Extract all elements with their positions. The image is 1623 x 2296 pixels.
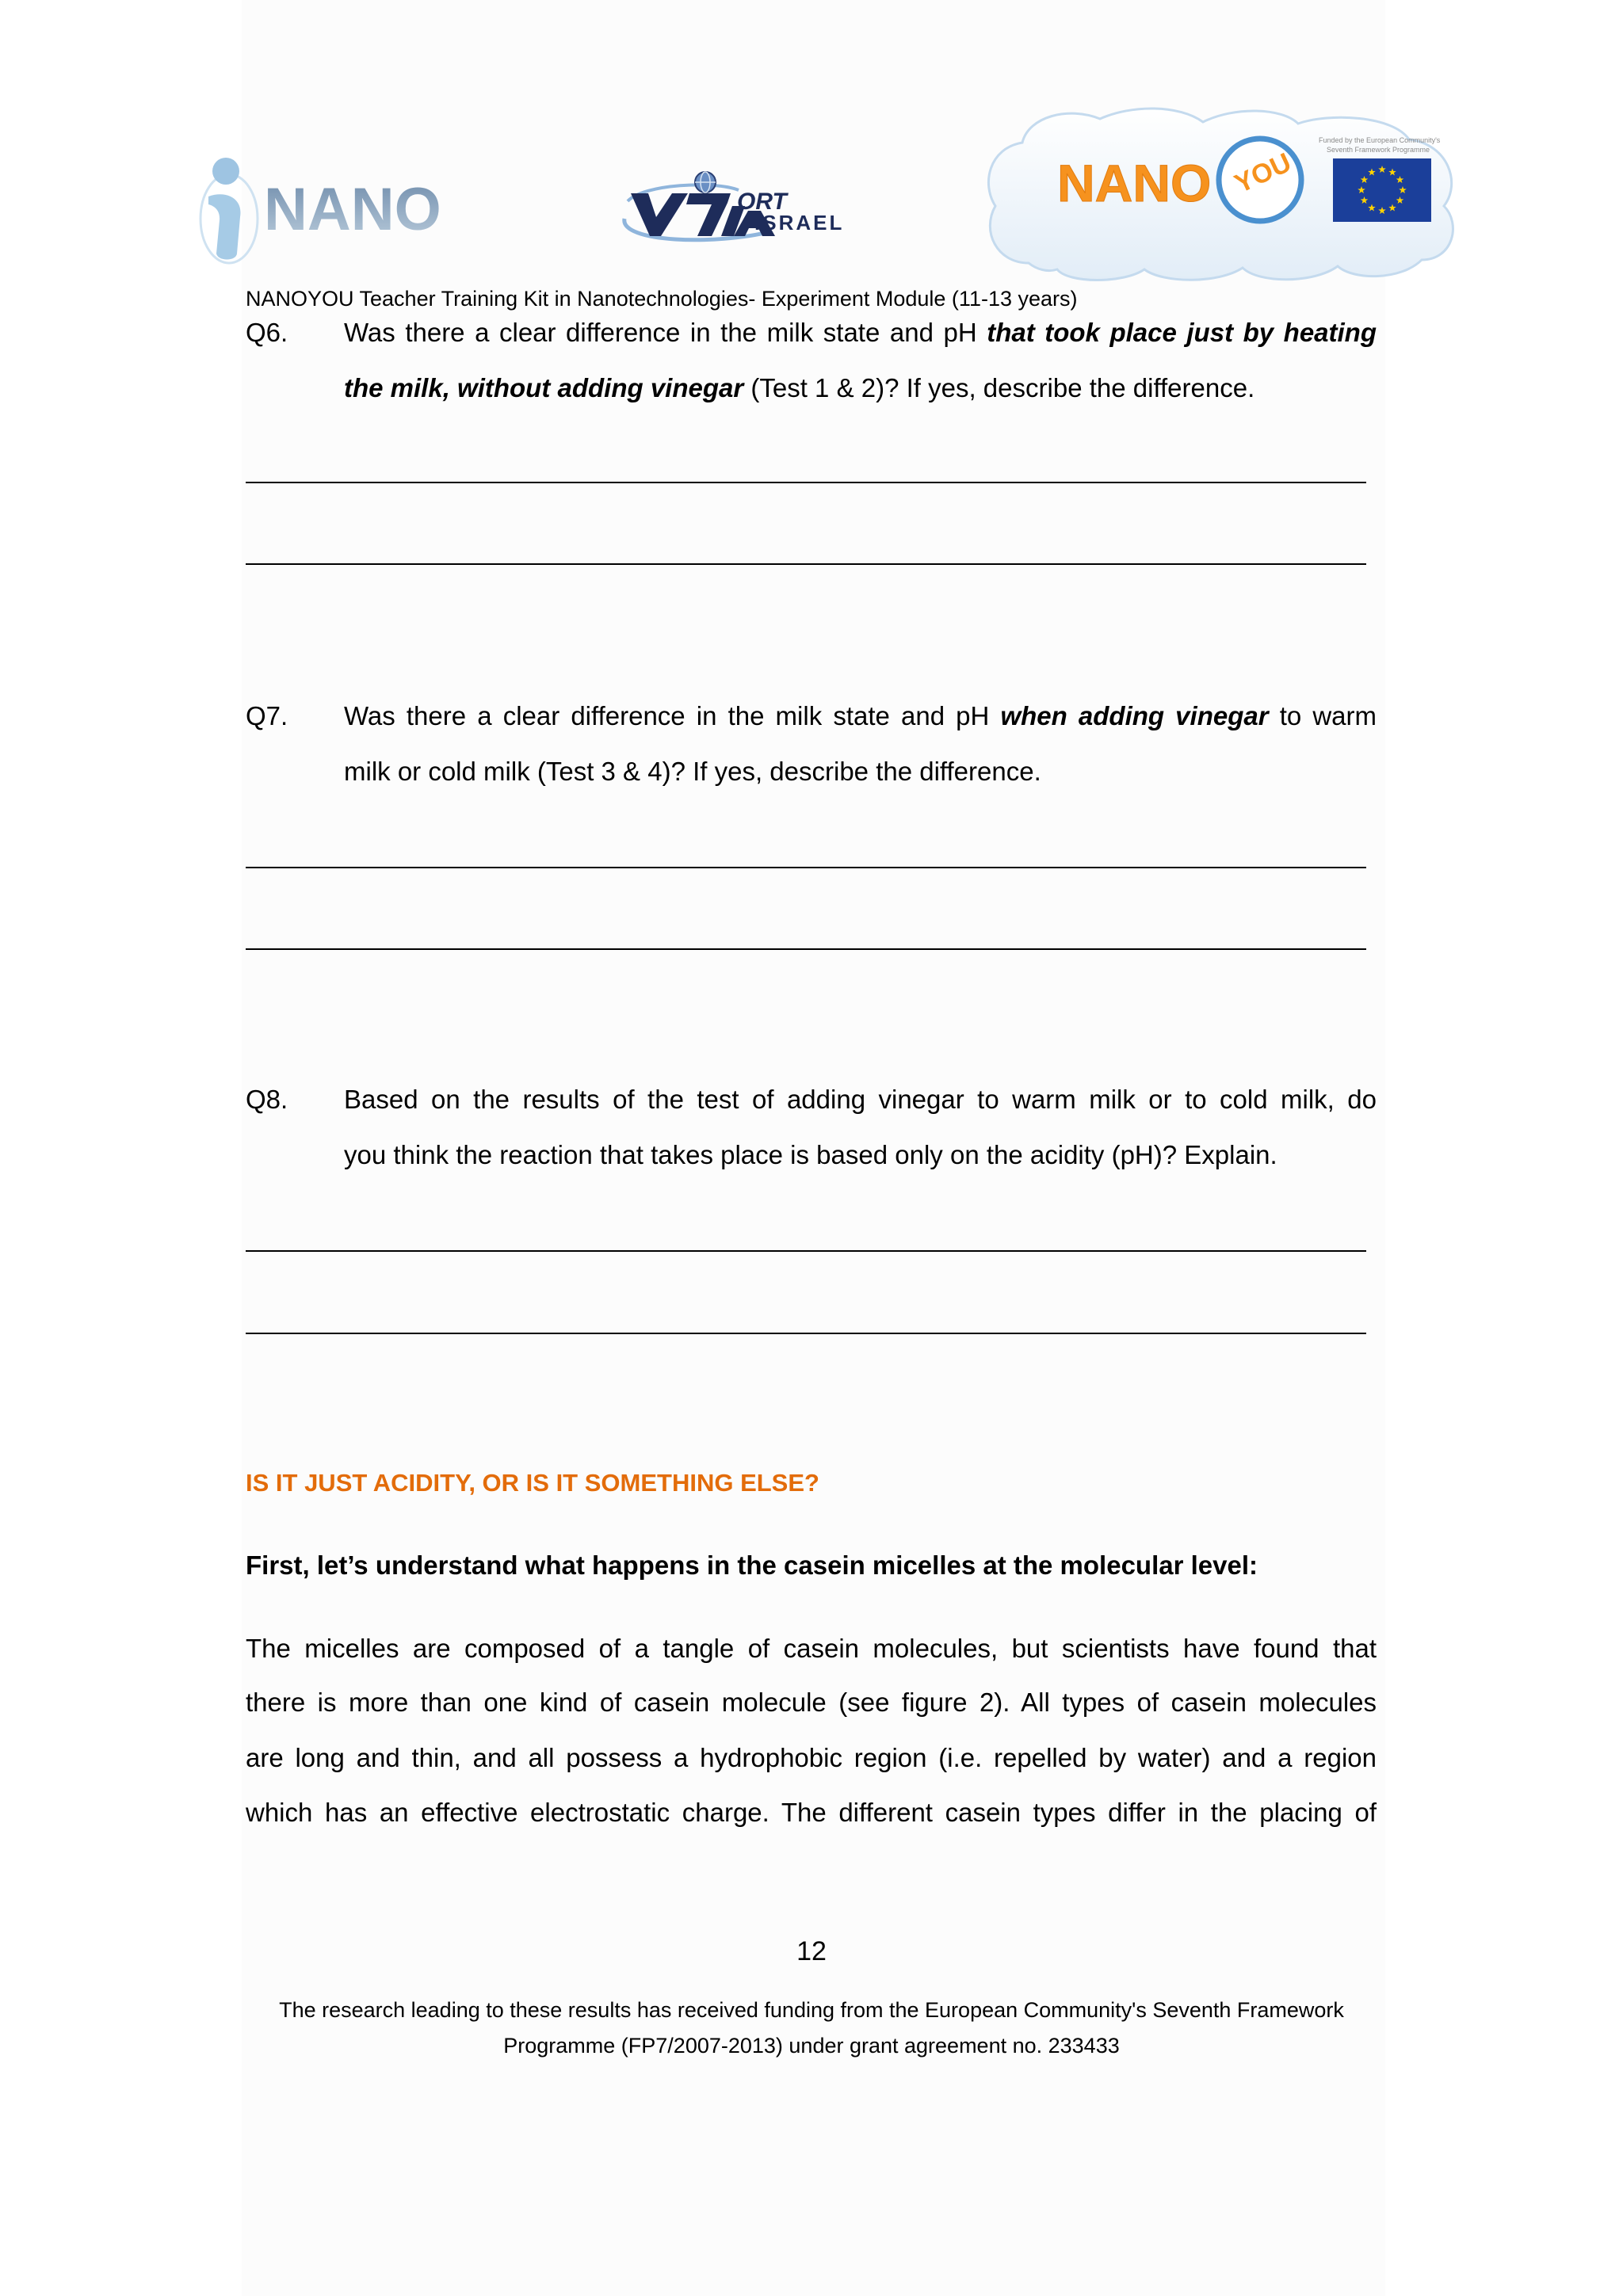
question-text-line xyxy=(344,1139,1377,1171)
eu-funding-text-2: Seventh Framework Programme xyxy=(1327,146,1430,154)
running-title: NANOYOU Teacher Training Kit in Nanotechnologies- Experiment Module (11-13 years) xyxy=(246,287,1078,311)
paragraph-line: are long and thin, and all possess a hydrophobic region (i.e. repelled by water) and a region xyxy=(246,1743,1377,1772)
answer-line xyxy=(246,482,1366,483)
question-text-line xyxy=(344,756,1377,788)
ort-logo-text: ORT xyxy=(737,189,787,215)
question-text: you think the reaction that takes place is based only on the acidity (pH)? Explain. xyxy=(344,1140,1277,1169)
eu-flag xyxy=(1333,158,1431,222)
funding-statement-line: The research leading to these results has received funding from the European Community's Seventh Framework xyxy=(279,1998,1344,2022)
question-text-line xyxy=(344,317,1377,349)
question-label: Q6. xyxy=(246,318,288,347)
question-text: Was there a clear difference in the milk state and pH xyxy=(344,701,1001,730)
section-heading: IS IT JUST ACIDITY, OR IS IT SOMETHING ELSE? xyxy=(246,1469,819,1497)
paragraph-line: there is more than one kind of casein molecule (see figure 2). All types of casein molecules xyxy=(246,1688,1377,1717)
paragraph-line: which has an effective electrostatic charge. The different casein types differ in the placing of xyxy=(246,1798,1377,1827)
inano-i-dot-icon xyxy=(212,158,239,185)
ort-israel-logo xyxy=(620,170,873,246)
question-text: Was there a clear difference in the milk state and pH xyxy=(344,318,987,347)
nanoyou-logo xyxy=(981,105,1461,285)
section-intro: First, let’s understand what happens in the casein micelles at the molecular level: xyxy=(246,1550,1258,1580)
inano-logo xyxy=(194,149,464,268)
answer-line xyxy=(246,948,1366,950)
answer-line xyxy=(246,1333,1366,1334)
question-text-line xyxy=(344,372,1377,404)
ort-emblem-icon xyxy=(695,172,716,193)
israel-logo-text: ISRAEL xyxy=(754,211,845,235)
answer-line xyxy=(246,867,1366,868)
funding-statement-line: Programme (FP7/2007-2013) under grant agreement no. 233433 xyxy=(503,2034,1120,2058)
paragraph-line: The micelles are composed of a tangle of casein molecules, but scientists have found that xyxy=(246,1634,1377,1663)
question-label: Q8. xyxy=(246,1085,288,1114)
question-emphasis: when adding vinegar xyxy=(1000,701,1269,730)
question-label: Q7. xyxy=(246,701,288,730)
question-text: milk or cold milk (Test 3 & 4)? If yes, describe the difference. xyxy=(344,757,1041,786)
answer-line xyxy=(246,1250,1366,1252)
question-emphasis: that took place just by heating xyxy=(987,318,1377,347)
inano-logo-text: NANO xyxy=(264,176,441,243)
question-text: Based on the results of the test of adding vinegar to warm milk or to cold milk, do xyxy=(344,1085,1377,1114)
eu-funding-text-1: Funded by the European Community's xyxy=(1319,136,1441,144)
question-text: (Test 1 & 2)? If yes, describe the difference. xyxy=(743,373,1255,402)
page-number: 12 xyxy=(796,1936,827,1966)
answer-line xyxy=(246,563,1366,565)
inano-i-stem-icon xyxy=(208,194,240,259)
question-text: to warm xyxy=(1268,701,1377,730)
nanoyou-you-text: YOU xyxy=(1230,147,1296,200)
question-text-line xyxy=(344,1084,1377,1116)
question-text-line xyxy=(344,700,1377,732)
nanoyou-nano-text: NANO xyxy=(1057,154,1212,212)
question-emphasis: the milk, without adding vinegar xyxy=(344,373,744,402)
